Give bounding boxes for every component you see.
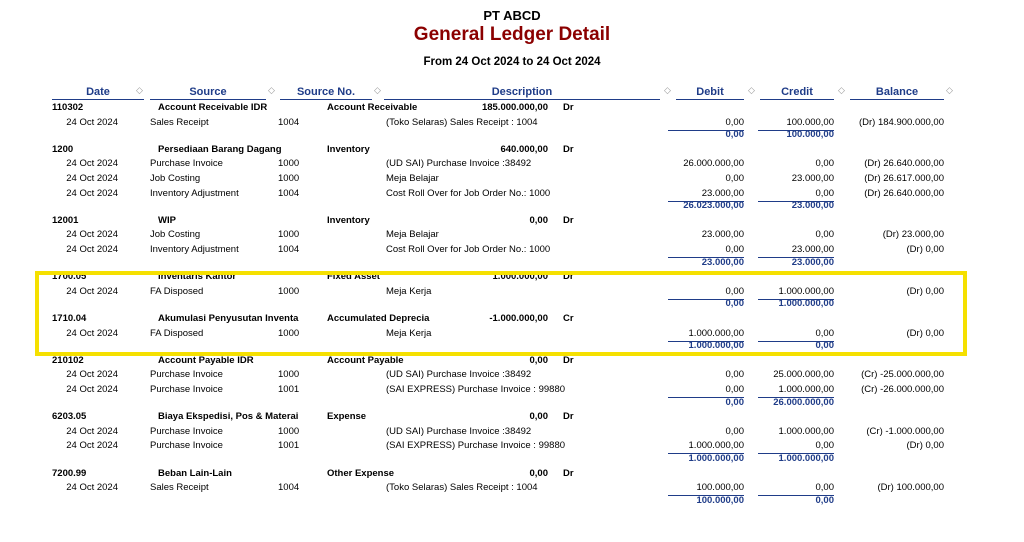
sort-date-icon[interactable]: ◇ [136, 85, 143, 95]
source-number: 1004 [278, 244, 300, 255]
credit-amount: 100.000,00 [758, 116, 834, 131]
total-credit: 1.000.000,00 [778, 453, 834, 464]
credit-amount: 0,00 [815, 158, 834, 170]
account-name: Biaya Ekspedisi, Pos & Materai [158, 411, 299, 423]
transaction-date: 24 Oct 2024 [66, 116, 118, 128]
account-name: Akumulasi Penyusutan Inventa [158, 313, 299, 324]
credit-amount: 1.000.000,00 [778, 425, 834, 437]
sort-credit-icon[interactable]: ◇ [838, 85, 845, 95]
account-number: 1710.04 [52, 313, 87, 324]
account-header-row[interactable] [0, 467, 1024, 481]
balance-side: Cr [563, 313, 574, 324]
source-number: 1000 [278, 369, 300, 381]
debit-amount: 23.000,00 [668, 187, 744, 202]
account-total-row [0, 452, 1024, 466]
debit-amount: 1.000.000,00 [668, 439, 744, 454]
balance-amount: (Dr) 184.900.000,00 [858, 116, 944, 128]
balance-amount: (Dr) 23.000,00 [882, 229, 944, 241]
credit-amount: 1.000.000,00 [758, 285, 834, 300]
sort-source-icon[interactable]: ◇ [268, 85, 275, 95]
source-number: 1000 [278, 158, 300, 170]
balance-side: Dr [563, 354, 574, 366]
transaction-date: 24 Oct 2024 [66, 229, 118, 241]
account-type: Fixed Asset [327, 271, 380, 283]
debit-amount: 0,00 [725, 425, 744, 437]
transaction-description: Meja Kerja [386, 285, 432, 297]
debit-amount: 100.000,00 [668, 481, 744, 496]
account-type: Account Payable [327, 354, 404, 366]
column-header-source-no[interactable]: Source No. [280, 86, 372, 100]
balance-side: Dr [563, 411, 574, 423]
transaction-source: Sales Receipt [150, 116, 209, 128]
balance-amount: (Dr) 100.000,00 [877, 482, 944, 494]
transaction-source: Purchase Invoice [150, 425, 223, 437]
total-credit: 23.000,00 [791, 200, 834, 212]
balance-side: Dr [563, 467, 574, 479]
transaction-description: (UD SAI) Purchase Invoice :38492 [386, 158, 532, 170]
credit-amount: 23.000,00 [758, 243, 834, 258]
account-number: 12001 [52, 214, 79, 226]
account-number: 210102 [52, 354, 84, 366]
transaction-description: (UD SAI) Purchase Invoice :38492 [386, 369, 532, 381]
transaction-description: (Toko Selaras) Sales Receipt : 1004 [386, 116, 538, 128]
credit-amount: 0,00 [758, 439, 834, 454]
opening-balance: 0,00 [529, 214, 548, 226]
total-credit: 0,00 [815, 340, 834, 352]
opening-balance: 1.000.000,00 [492, 271, 548, 283]
report-title: General Ledger Detail [413, 24, 611, 45]
credit-amount: 0,00 [758, 481, 834, 496]
transaction-date: 24 Oct 2024 [66, 440, 118, 452]
total-credit: 100.000,00 [786, 129, 834, 141]
transaction-date: 24 Oct 2024 [66, 173, 118, 184]
opening-balance: 185.000.000,00 [481, 102, 548, 113]
table-row[interactable] [0, 172, 1024, 186]
total-debit: 26.023.000,00 [683, 200, 744, 212]
credit-amount: 23.000,00 [791, 173, 834, 184]
balance-amount: (Dr) 0,00 [906, 440, 944, 452]
credit-amount: 0,00 [758, 327, 834, 342]
debit-amount: 0,00 [725, 369, 744, 381]
transaction-description: Cost Roll Over for Job Order No.: 1000 [386, 244, 551, 255]
transaction-description: Meja Kerja [386, 327, 432, 339]
account-type: Inventory [327, 214, 370, 226]
account-header-row[interactable] [0, 101, 1024, 115]
table-row[interactable] [0, 425, 1024, 439]
source-number: 1004 [278, 116, 300, 128]
account-name: Beban Lain-Lain [158, 467, 232, 479]
transaction-date: 24 Oct 2024 [66, 187, 118, 199]
credit-amount: 0,00 [758, 187, 834, 202]
transaction-date: 24 Oct 2024 [66, 384, 118, 395]
sort-balance-icon[interactable]: ◇ [946, 85, 953, 95]
balance-amount: (Dr) 0,00 [906, 285, 944, 297]
total-debit: 1.000.000,00 [688, 453, 744, 464]
balance-amount: (Dr) 26.640.000,00 [864, 187, 944, 199]
transaction-source: Inventory Adjustment [150, 187, 239, 199]
account-header-row[interactable] [0, 214, 1024, 228]
account-total-row [0, 494, 1024, 508]
credit-amount: 25.000.000,00 [773, 369, 834, 381]
transaction-date: 24 Oct 2024 [66, 425, 118, 437]
column-header-date[interactable]: Date [52, 86, 144, 100]
account-name: Persediaan Barang Dagang [158, 143, 282, 155]
highlight-box [35, 271, 967, 356]
balance-amount: (Dr) 26.640.000,00 [864, 158, 944, 170]
account-name: Account Payable IDR [158, 354, 254, 366]
credit-amount: 0,00 [815, 229, 834, 241]
total-debit: 100.000,00 [696, 494, 744, 506]
debit-amount: 0,00 [668, 243, 744, 258]
sort-source-no-icon[interactable]: ◇ [374, 85, 381, 95]
account-header-row[interactable] [0, 143, 1024, 157]
opening-balance: 0,00 [529, 354, 548, 366]
transaction-source: Purchase Invoice [150, 158, 223, 170]
account-total-row [0, 396, 1024, 410]
balance-amount: (Cr) -26.000.000,00 [861, 384, 944, 395]
sort-description-icon[interactable]: ◇ [664, 85, 671, 95]
source-number: 1001 [278, 440, 300, 452]
source-number: 1000 [278, 229, 300, 241]
transaction-source: Purchase Invoice [150, 384, 223, 395]
debit-amount: 23.000,00 [701, 229, 744, 241]
account-number: 1200 [52, 143, 74, 155]
transaction-description: Meja Belajar [386, 173, 439, 184]
source-number: 1000 [278, 425, 300, 437]
source-number: 1000 [278, 327, 300, 339]
opening-balance: -1.000.000,00 [489, 313, 548, 324]
account-type: Other Expense [327, 467, 395, 479]
table-row[interactable] [0, 368, 1024, 382]
balance-amount: (Dr) 0,00 [906, 244, 944, 255]
column-header-credit[interactable]: Credit [760, 86, 834, 100]
opening-balance: 0,00 [529, 467, 548, 479]
transaction-source: FA Disposed [150, 285, 204, 297]
transaction-description: (Toko Selaras) Sales Receipt : 1004 [386, 482, 538, 494]
transaction-description: Meja Belajar [386, 229, 439, 241]
balance-amount: (Cr) -25.000.000,00 [861, 369, 944, 381]
transaction-description: (SAI EXPRESS) Purchase Invoice : 99880 [386, 384, 566, 395]
debit-amount: 1.000.000,00 [668, 327, 744, 342]
source-number: 1001 [278, 384, 300, 395]
transaction-source: Job Costing [150, 229, 201, 241]
account-name: WIP [158, 214, 176, 226]
balance-amount: (Dr) 0,00 [906, 327, 944, 339]
transaction-source: FA Disposed [150, 327, 204, 339]
transaction-date: 24 Oct 2024 [66, 285, 118, 297]
total-credit: 1.000.000,00 [778, 298, 834, 310]
company-name: PT ABCD [483, 8, 541, 23]
transaction-source: Inventory Adjustment [150, 244, 239, 255]
table-row[interactable] [0, 228, 1024, 242]
sort-debit-icon[interactable]: ◇ [748, 85, 755, 95]
balance-amount: (Dr) 26.617.000,00 [864, 173, 944, 184]
credit-amount: 1.000.000,00 [758, 383, 834, 398]
column-header-balance[interactable]: Balance [850, 86, 944, 100]
account-type: Inventory [327, 143, 370, 155]
transaction-date: 24 Oct 2024 [66, 244, 118, 255]
balance-side: Dr [563, 271, 574, 283]
debit-amount: 0,00 [725, 173, 744, 184]
account-name: Account Receivable IDR [158, 102, 268, 113]
account-number: 110302 [52, 102, 84, 113]
account-type: Accumulated Deprecia [327, 313, 430, 324]
source-number: 1004 [278, 187, 300, 199]
transaction-source: Purchase Invoice [150, 440, 223, 452]
account-total-row [0, 256, 1024, 270]
transaction-date: 24 Oct 2024 [66, 369, 118, 381]
account-total-row [0, 128, 1024, 142]
transaction-date: 24 Oct 2024 [66, 327, 118, 339]
total-debit: 0,00 [725, 396, 744, 408]
transaction-source: Sales Receipt [150, 482, 209, 494]
source-number: 1004 [278, 482, 300, 494]
debit-amount: 0,00 [668, 116, 744, 131]
balance-side: Dr [563, 143, 574, 155]
account-number: 1700.05 [52, 271, 87, 283]
total-credit: 0,00 [815, 494, 834, 506]
debit-amount: 0,00 [668, 285, 744, 300]
account-type: Account Receivable [327, 102, 418, 113]
account-header-row[interactable] [0, 410, 1024, 424]
transaction-description: (SAI EXPRESS) Purchase Invoice : 99880 [386, 440, 566, 452]
opening-balance: 0,00 [529, 411, 548, 423]
transaction-date: 24 Oct 2024 [66, 482, 118, 494]
balance-side: Dr [563, 214, 574, 226]
transaction-source: Purchase Invoice [150, 369, 223, 381]
debit-amount: 0,00 [668, 383, 744, 398]
table-row[interactable] [0, 157, 1024, 171]
debit-amount: 26.000.000,00 [683, 158, 744, 170]
transaction-date: 24 Oct 2024 [66, 158, 118, 170]
total-debit: 0,00 [725, 298, 744, 310]
balance-amount: (Cr) -1.000.000,00 [866, 425, 944, 437]
account-type: Expense [327, 411, 367, 423]
total-debit: 0,00 [725, 129, 744, 141]
total-debit: 23.000,00 [701, 256, 744, 268]
total-credit: 26.000.000,00 [773, 396, 834, 408]
total-credit: 23.000,00 [791, 256, 834, 268]
balance-side: Dr [563, 102, 574, 113]
source-number: 1000 [278, 285, 300, 297]
transaction-description: Cost Roll Over for Job Order No.: 1000 [386, 187, 551, 199]
account-name: Inventaris Kantor [158, 271, 237, 283]
account-number: 7200.99 [52, 467, 87, 479]
column-header-source[interactable]: Source [150, 86, 266, 100]
date-range: From 24 Oct 2024 to 24 Oct 2024 [423, 56, 601, 68]
column-header-debit[interactable]: Debit [676, 86, 744, 100]
transaction-description: (UD SAI) Purchase Invoice :38492 [386, 425, 532, 437]
opening-balance: 640.000,00 [500, 143, 548, 155]
account-total-row [0, 199, 1024, 213]
source-number: 1000 [278, 173, 300, 184]
column-header-description[interactable]: Description [384, 86, 660, 100]
account-number: 6203.05 [52, 411, 87, 423]
transaction-source: Job Costing [150, 173, 201, 184]
total-debit: 1.000.000,00 [688, 340, 744, 352]
